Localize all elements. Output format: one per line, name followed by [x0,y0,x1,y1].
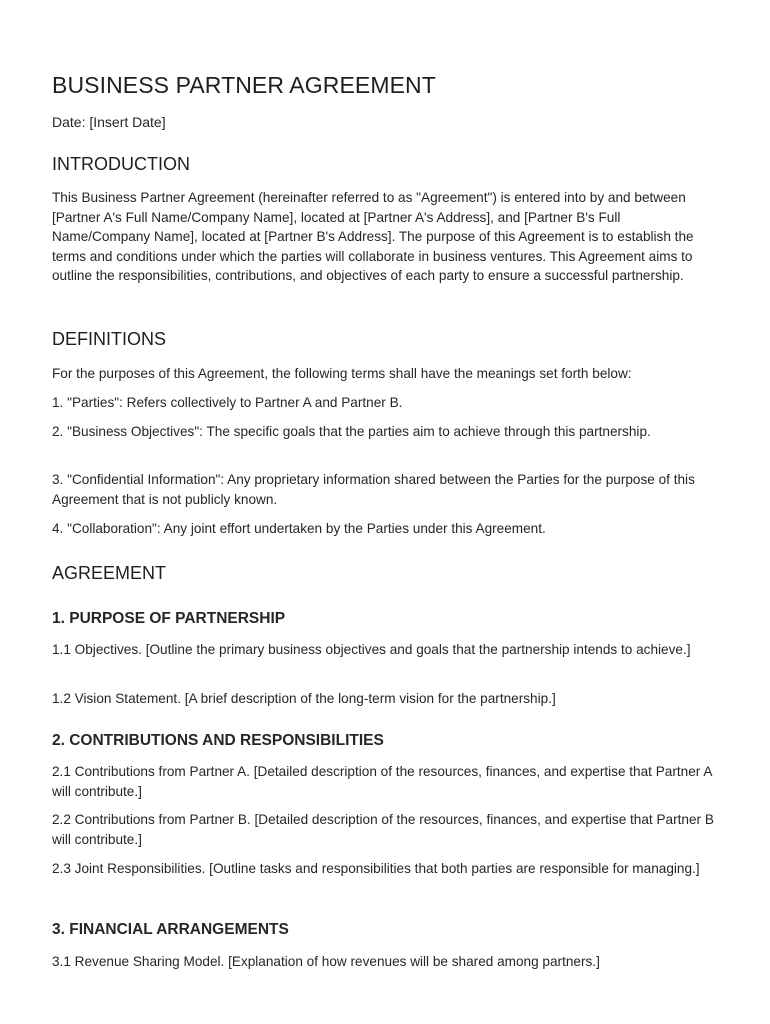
clause-3-1: 3.1 Revenue Sharing Model. [Explanation of how revenues will be shared among partners.] [52,954,600,969]
definition-item-business-objectives: 2. "Business Objectives": The specific goals that the parties aim to achieve through this partnership. [52,424,651,439]
document-title: BUSINESS PARTNER AGREEMENT [52,72,436,98]
definitions-heading: DEFINITIONS [52,329,167,349]
definition-item-parties: 1. "Parties": Refers collectively to Partner A and Partner B. [52,395,403,410]
date-line: Date: [Insert Date] [52,114,166,130]
definition-item-confidential-information: 3. "Confidential Information": Any proprietary information shared between the Parties for the purpose of this Agreement that is not publicly known. [52,472,695,507]
introduction-heading: INTRODUCTION [52,154,190,174]
clause-1-1: 1.1 Objectives. [Outline the primary business objectives and goals that the partnership intends to achieve.] [52,642,691,657]
clause-2-1: 2.1 Contributions from Partner A. [Detailed description of the resources, finances, and expertise that Partner A will contribute.] [52,764,712,799]
definitions-intro: For the purposes of this Agreement, the following terms shall have the meanings set forth below: [52,366,632,381]
agreement-heading: AGREEMENT [52,563,167,583]
clause-2-2: 2.2 Contributions from Partner B. [Detailed description of the resources, finances, and expertise that Partner B will contribute.] [52,812,714,847]
section-2-heading: 2. CONTRIBUTIONS AND RESPONSIBILITIES [52,732,384,749]
introduction-paragraph: This Business Partner Agreement (hereinafter referred to as "Agreement") is entered into by and between [Partner A's Full Name/Company Name], located at [Partner A's Address], and [Partner B's Full Name/Company Name], located at [Partner B's Address]. The purpose of this Agreement is to establish the terms and conditions under which the parties will collaborate in business ventures. This Agreement aims to outline the responsibilities, contributions, and objectives of each party to ensure a successful partnership. [52,190,694,284]
section-3-heading: 3. FINANCIAL ARRANGEMENTS [52,921,289,938]
section-1-heading: 1. PURPOSE OF PARTNERSHIP [52,610,286,627]
definition-item-collaboration: 4. "Collaboration": Any joint effort undertaken by the Parties under this Agreement. [52,521,546,536]
clause-1-2: 1.2 Vision Statement. [A brief description of the long-term vision for the partnership.] [52,691,556,706]
clause-2-3: 2.3 Joint Responsibilities. [Outline tasks and responsibilities that both parties are responsible for managing.] [52,861,700,876]
